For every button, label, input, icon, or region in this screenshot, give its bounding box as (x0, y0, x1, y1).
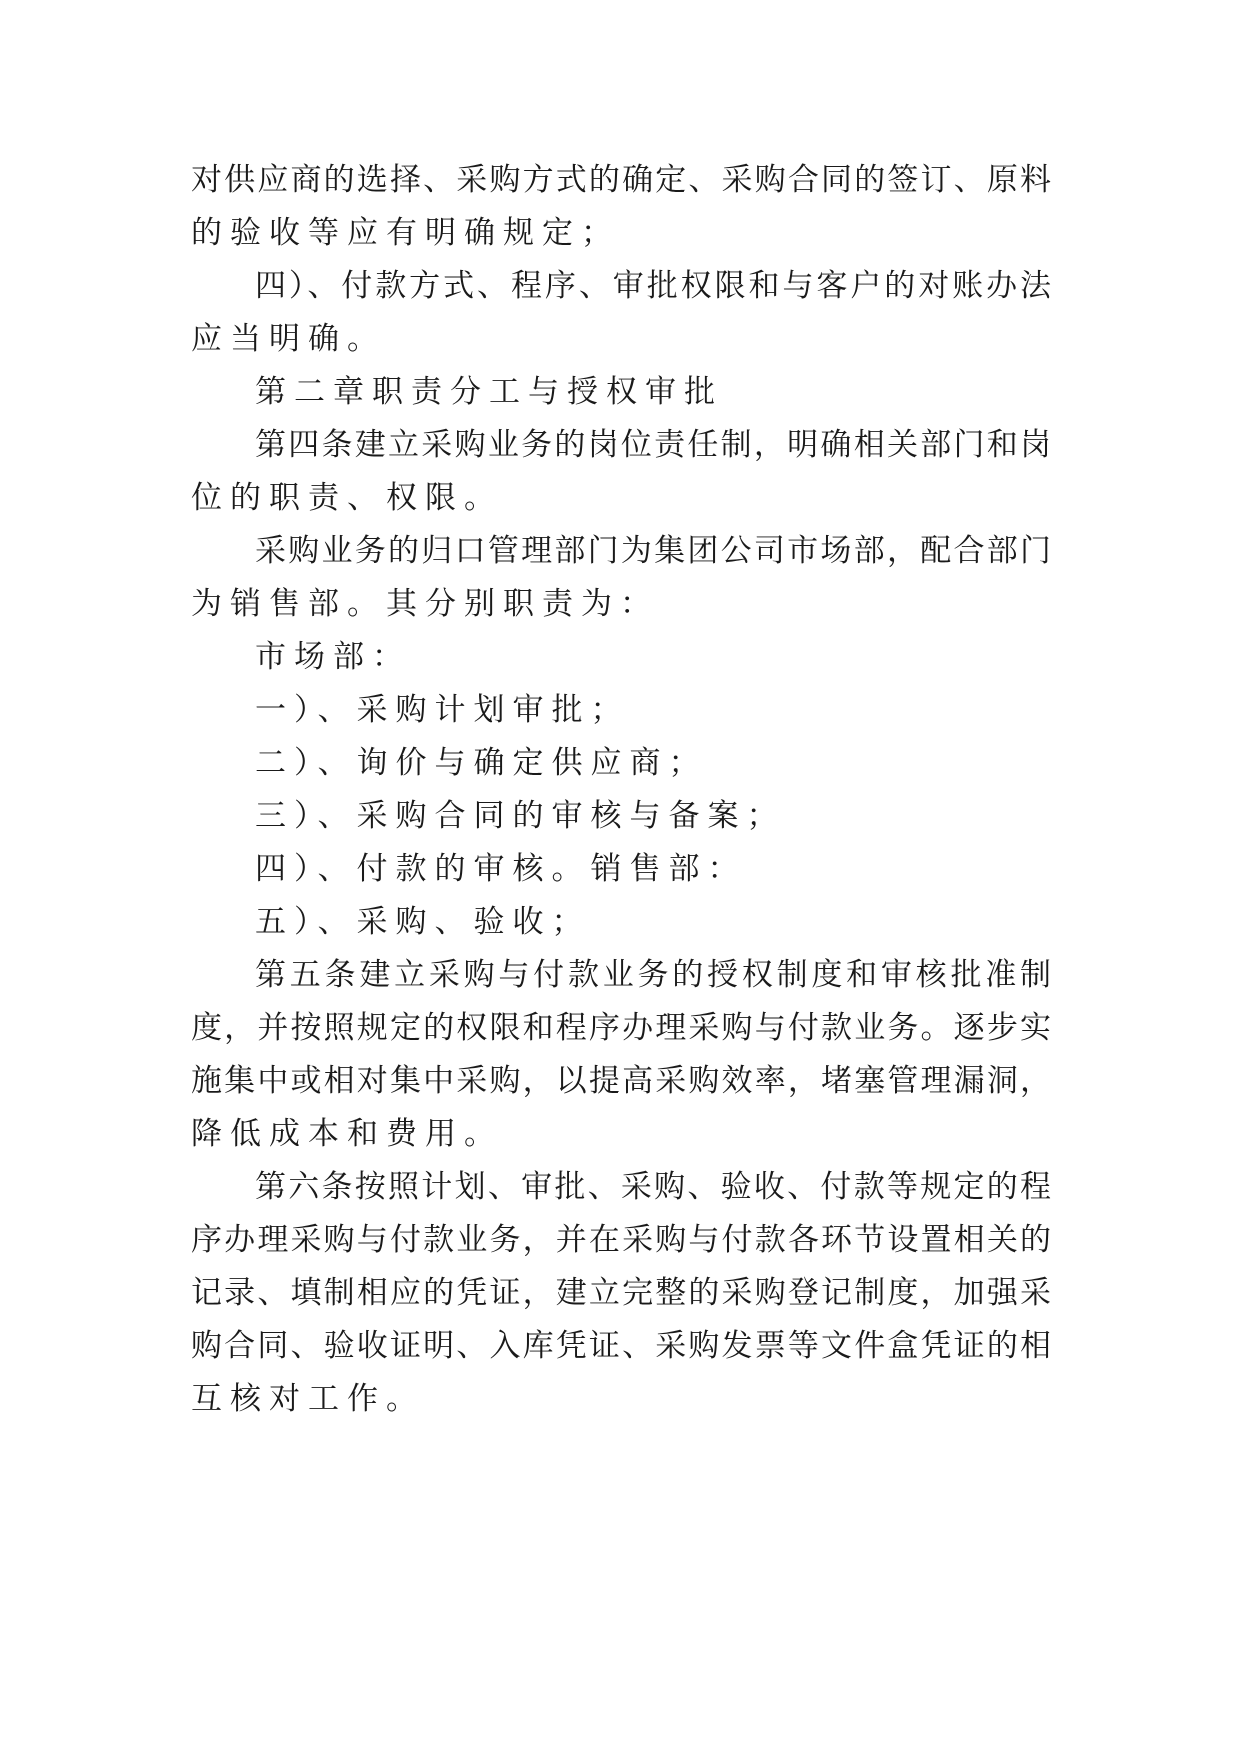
paragraph-line: 第四条建立采购业务的岗位责任制，明确相关部门和岗 (255, 427, 1051, 463)
paragraph-line: 对供应商的选择、采购方式的确定、采购合同的签订、原料 (191, 162, 1051, 198)
paragraph-line: 互核对工作。 (191, 1381, 425, 1417)
paragraph-line: 为销售部。其分别职责为： (191, 586, 659, 622)
list-item: 五）、采购、验收； (255, 904, 591, 940)
paragraph-line: 记录、填制相应的凭证，建立完整的采购登记制度，加强采 (191, 1275, 1051, 1311)
list-item: 一）、采购计划审批； (255, 692, 630, 728)
paragraph-line: 四）、付款方式、程序、审批权限和与客户的对账办法 (255, 268, 1051, 304)
list-item: 四）、付款的审核。销售部： (255, 851, 747, 887)
paragraph-line: 应当明确。 (191, 321, 386, 357)
chapter-heading: 第二章职责分工与授权审批 (255, 374, 723, 410)
paragraph-line: 位的职责、权限。 (191, 480, 503, 516)
paragraph-line: 第六条按照计划、审批、采购、验收、付款等规定的程 (255, 1169, 1051, 1205)
paragraph-line: 市场部： (255, 639, 411, 675)
paragraph-line: 降低成本和费用。 (191, 1116, 503, 1152)
paragraph-line: 序办理采购与付款业务，并在采购与付款各环节设置相关的 (191, 1222, 1051, 1258)
paragraph-line: 购合同、验收证明、入库凭证、采购发票等文件盒凭证的相 (191, 1328, 1051, 1364)
paragraph-line: 采购业务的归口管理部门为集团公司市场部，配合部门 (255, 533, 1051, 569)
paragraph-line: 的验收等应有明确规定； (191, 215, 620, 251)
list-item: 三）、采购合同的审核与备案； (255, 798, 786, 834)
paragraph-line: 第五条建立采购与付款业务的授权制度和审核批准制 (255, 957, 1051, 993)
paragraph-line: 施集中或相对集中采购，以提高采购效率，堵塞管理漏洞， (191, 1063, 1051, 1099)
paragraph-line: 度，并按照规定的权限和程序办理采购与付款业务。逐步实 (191, 1010, 1051, 1046)
list-item: 二）、询价与确定供应商； (255, 745, 708, 781)
